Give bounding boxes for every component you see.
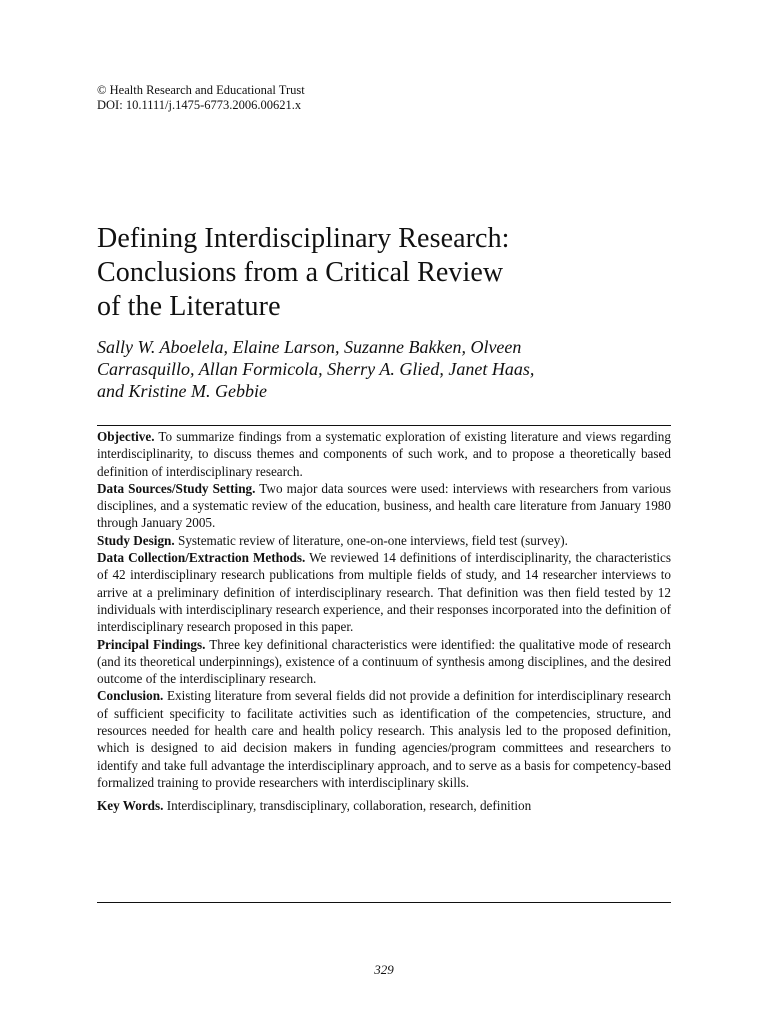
abstract	[97, 428, 671, 815]
abstract-objective	[97, 428, 671, 480]
title-line: Conclusions from a Critical Review	[97, 257, 504, 288]
abstract-bottom-rule	[97, 902, 671, 903]
section-text: To summarize findings from a systematic exploration of existing literature and views regarding interdisciplinarity, to discuss themes and components of such work, and to propose a theoretically based definition of interdisciplinary research.	[97, 429, 671, 479]
section-label: Objective.	[97, 429, 155, 444]
journal-header	[97, 83, 305, 113]
section-label: Data Collection/Extraction Methods.	[97, 550, 306, 566]
abstract-study-design	[97, 532, 671, 549]
section-text: Two major data sources were used: interviews with researchers from various disciplines, and a systematic review of the education, business, and health care literature from January 1980 through January 2005.	[97, 480, 671, 531]
section-text: Existing literature from several fields did not provide a definition for interdisciplinary research of sufficient specificity to facilitate activities such as identification of the competencies, structure, and resources needed for health care and health policy research. This analysis led to the proposed definition, which is designed to aid decision makers in funding agencies/program committees and researchers to identify and take full advantage the interdisciplinary approach, and to serve as a basis for competency-based formalized training to provide researchers with interdisciplinary skills.	[97, 688, 672, 790]
section-label: Study Design.	[97, 532, 175, 548]
keywords-label: Key Words.	[97, 798, 164, 814]
author-line: Sally W. Aboelela, Elaine Larson, Suzanne Bakken, Olveen	[97, 337, 522, 357]
abstract-keywords	[97, 797, 671, 814]
section-text: Systematic review of literature, one-on-one interviews, field test (survey).	[177, 532, 568, 548]
abstract-conclusion	[97, 687, 671, 791]
article-page	[97, 0, 671, 1024]
author-line: Carrasquillo, Allan Formicola, Sherry A. Glied, Janet Haas,	[97, 359, 535, 379]
abstract-top-rule	[97, 425, 671, 426]
article-title	[97, 222, 671, 324]
abstract-methods	[97, 549, 671, 635]
title-line: Defining Interdisciplinary Research:	[97, 223, 510, 254]
title-line: of the Literature	[97, 291, 281, 322]
keywords-text: Interdisciplinary, transdisciplinary, collaboration, research, definition	[166, 798, 532, 814]
section-label: Data Sources/Study Setting.	[97, 480, 256, 496]
copyright-line: © Health Research and Educational Trust	[97, 83, 305, 97]
abstract-data-sources	[97, 480, 671, 532]
author-list	[97, 336, 671, 402]
page-number: 329	[374, 962, 394, 977]
doi-line: DOI: 10.1111/j.1475-6773.2006.00621.x	[97, 98, 302, 112]
section-text: Three key definitional characteristics were identified: the qualitative mode of research (and its theoretical underpinnings), existence of a continuum of synthesis among disciplines, and the desired outcome of the interdisciplinary research.	[97, 636, 671, 687]
abstract-findings	[97, 636, 671, 688]
author-line: and Kristine M. Gebbie	[97, 381, 267, 401]
section-text: We reviewed 14 definitions of interdisciplinarity, the characteristics of 42 interdisciplinary research publications from multiple fields of study, and 14 researcher interviews to arrive at a preliminary definition of interdisciplinary research. That definition was then field tested by 12 individuals with interdisciplinary research experience, and their responses incorporated into the definition of interdisciplinary research proposed in this paper.	[97, 550, 671, 635]
section-label: Principal Findings.	[97, 636, 206, 652]
section-label: Conclusion.	[97, 688, 164, 704]
